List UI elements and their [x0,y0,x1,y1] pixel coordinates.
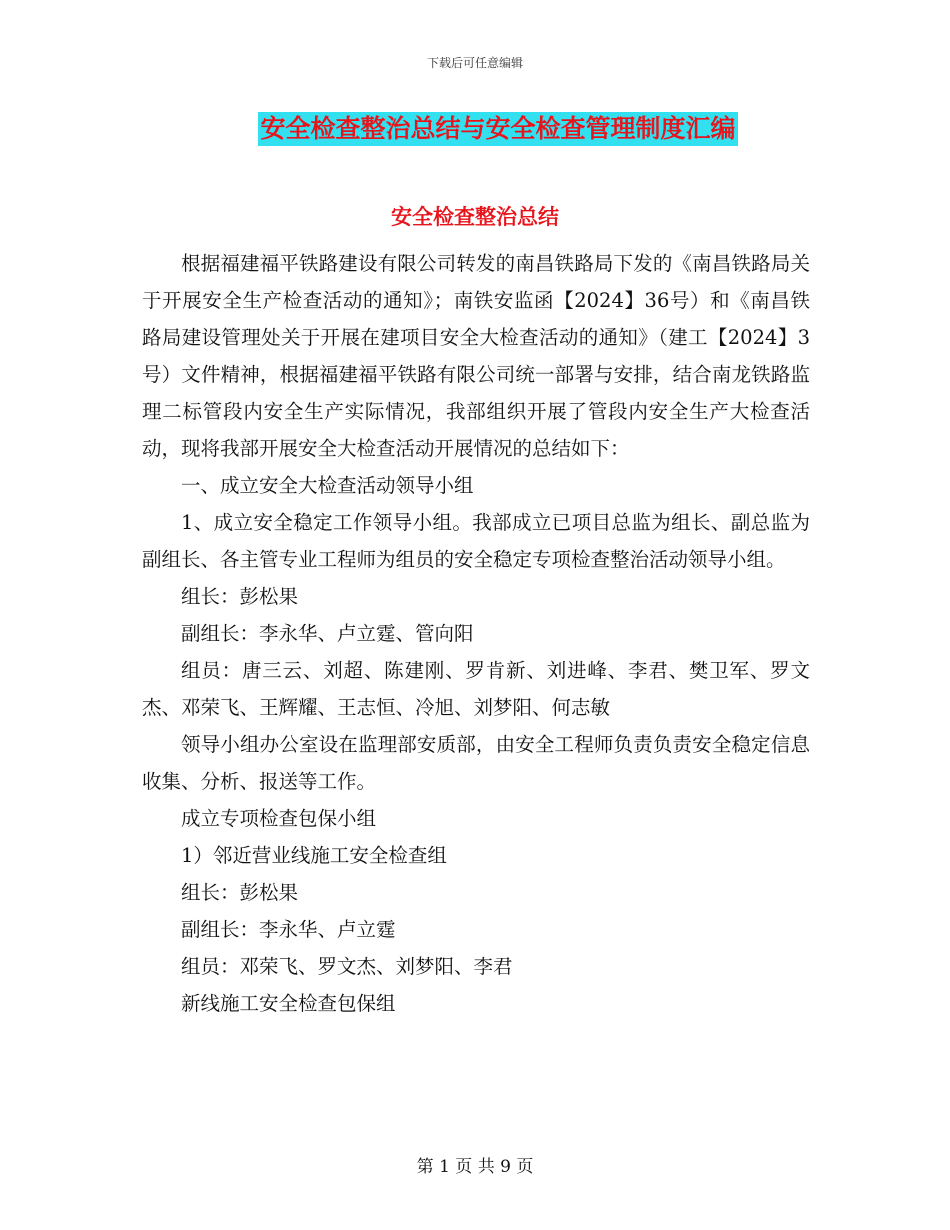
paragraph-subgroup-heading: 成立专项检查包保小组 [181,807,377,830]
doc-title-container [0,112,950,146]
paragraph-heading-1: 一、成立安全大检查活动领导小组 [181,474,474,497]
header-note: 下载后可任意编辑 [426,56,523,70]
paragraph-subgroup-2: 新线施工安全检查包保组 [181,992,396,1015]
paragraph-deputy-leader: 副组长：李永华、卢立霆、管向阳 [181,622,474,645]
paragraph-subgroup-1: 1）邻近营业线施工安全检查组 [181,844,447,867]
doc-title: 安全检查整治总结与安全检查管理制度汇编 [258,112,737,146]
paragraph-office: 领导小组办公室设在监理部安质部，由安全工程师负责负责安全稳定信息收集、分析、报送等工作。 [142,733,810,793]
paragraph-group-leader: 组长：彭松果 [181,585,299,608]
section-title: 安全检查整治总结 [391,204,559,229]
paragraph-intro: 根据福建福平铁路建设有限公司转发的南昌铁路局下发的《南昌铁路局关于开展安全生产检查活动的通知》；南铁安监函【2024】36号）和《南昌铁路局建设管理处关于开展在建项目安全大检查活动的通知》（建工【2024】3号）文件精神，根据福建福平铁路有限公司统一部署与安排，结合南龙铁路监理二标管段内安全生产实际情况，我部组织开展了管段内安全生产大检查活动，现将我部开展安全大检查活动开展情况的总结如下： [142,252,810,460]
paragraph-subgroup-deputy: 副组长：李永华、卢立霆 [181,918,396,941]
paragraph-subgroup-members: 组员：邓荣飞、罗文杰、刘梦阳、李君 [181,955,513,978]
paragraph-item-1: 1、成立安全稳定工作领导小组。我部成立已项目总监为组长、副总监为副组长、各主管专业工程师为组员的安全稳定专项检查整治活动领导小组。 [142,511,810,571]
paragraph-subgroup-leader: 组长：彭松果 [181,881,299,904]
paragraph-members: 组员：唐三云、刘超、陈建刚、罗肯新、刘进峰、李君、樊卫军、罗文杰、邓荣飞、王辉耀、王志恒、冷旭、刘梦阳、何志敏 [142,659,810,719]
document-body [142,245,810,1022]
page-footer: 第 1 页 共 9 页 [416,1157,534,1177]
